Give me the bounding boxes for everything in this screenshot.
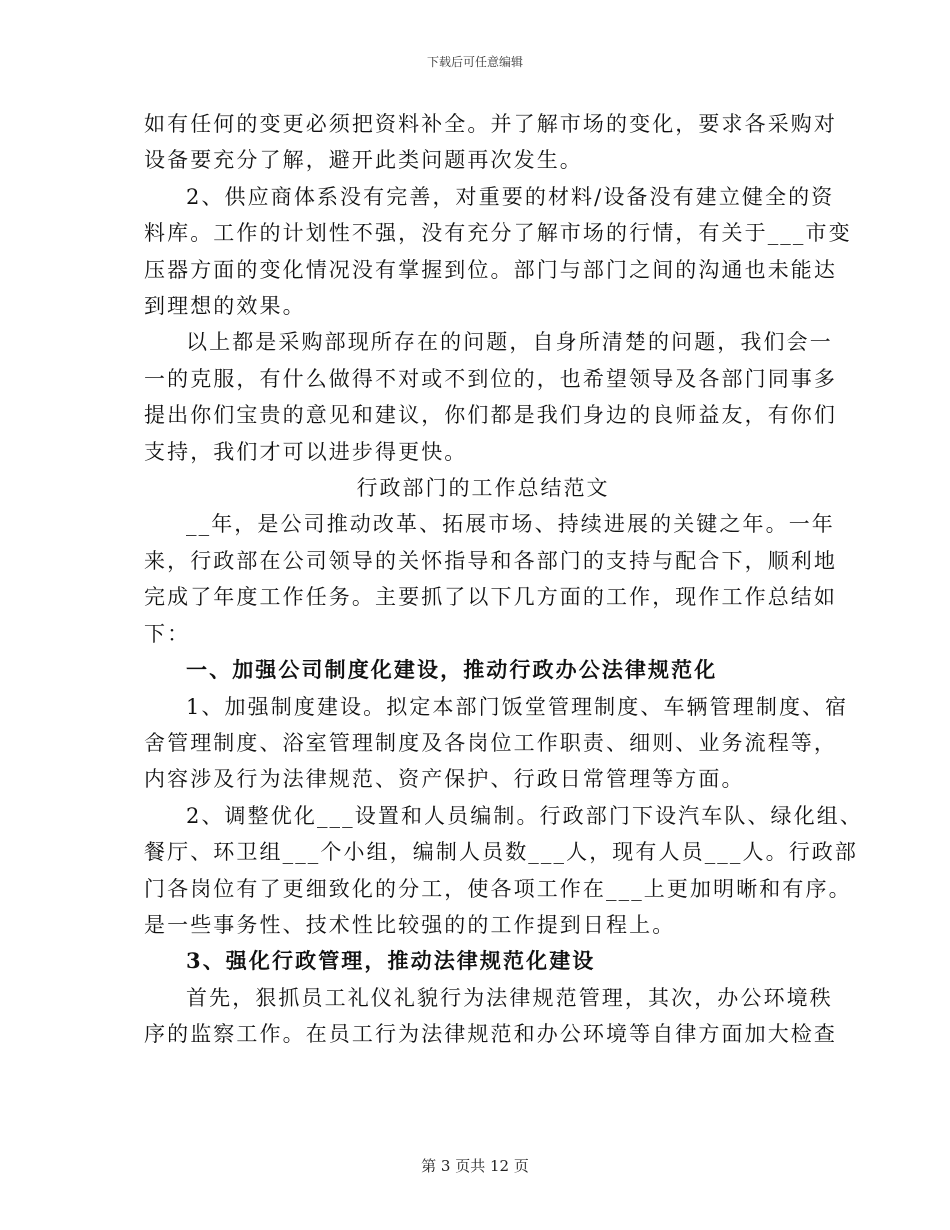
paragraph-line: 舍管理制度、浴室管理制度及各岗位工作职责、细则、业务流程等， xyxy=(144,730,837,755)
section-heading: 一、加强公司制度化建设，推动行政办公法律规范化 xyxy=(186,657,718,683)
document-body xyxy=(144,106,863,1053)
paragraph-line: 下： xyxy=(144,621,191,646)
page-header: 下载后可任意编辑 xyxy=(426,55,523,69)
paragraph-line: 一的克服，有什么做得不对或不到位的，也希望领导及各部门同事多 xyxy=(144,366,837,391)
paragraph-line: 1、加强制度建设。拟定本部门饭堂管理制度、车辆管理制度、宿 xyxy=(186,694,849,719)
paragraph-line: 2、供应商体系没有完善，对重要的材料/设备没有建立健全的资 xyxy=(186,184,835,209)
paragraph-line: 门各岗位有了更细致化的分工，使各项工作在___上更加明晰和有序。 xyxy=(144,876,852,901)
paragraph-line: 完成了年度工作任务。主要抓了以下几方面的工作，现作工作总结如 xyxy=(144,585,837,610)
paragraph-line: 是一些事务性、技术性比较强的的工作提到日程上。 xyxy=(144,912,676,937)
paragraph-line: 餐厅、环卫组___个小组，编制人员数___人，现有人员___人。行政部 xyxy=(144,840,858,865)
paragraph-line: 来，行政部在公司领导的关怀指导和各部门的支持与配合下，顺利地 xyxy=(144,548,837,573)
paragraph-line: 支持，我们才可以进步得更快。 xyxy=(144,439,468,464)
section-title: 行政部门的工作总结范文 xyxy=(356,476,610,501)
paragraph-line: 提出你们宝贵的意见和建议，你们都是我们身边的良师益友，有你们 xyxy=(144,403,837,428)
paragraph-line: 序的监察工作。在员工行为法律规范和办公环境等自律方面加大检查 xyxy=(144,1022,837,1047)
paragraph-line: 2、调整优化___设置和人员编制。行政部门下设汽车队、绿化组、 xyxy=(186,803,863,828)
page-footer: 第 3 页共 12 页 xyxy=(421,1157,529,1175)
paragraph-line: 首先，狠抓员工礼仪礼貌行为法律规范管理，其次，办公环境秩 xyxy=(186,985,833,1010)
paragraph-line: 设备要充分了解，避开此类问题再次发生。 xyxy=(144,148,583,173)
paragraph-line: 如有任何的变更必须把资料补全。并了解市场的变化，要求各采购对 xyxy=(144,112,837,136)
paragraph-line: 到理想的效果。 xyxy=(144,294,306,319)
paragraph-line: __年，是公司推动改革、拓展市场、持续进展的关键之年。一年 xyxy=(186,512,835,537)
section-heading: 3、强化行政管理，推动法律规范化建设 xyxy=(186,948,596,974)
paragraph-line: 内容涉及行为法律规范、资产保护、行政日常管理等方面。 xyxy=(144,767,745,792)
paragraph-line: 料库。工作的计划性不强，没有充分了解市场的行情，有关于___市变 xyxy=(144,221,852,246)
paragraph-line: 以上都是采购部现所存在的问题，自身所清楚的问题，我们会一 xyxy=(186,330,833,355)
paragraph-line: 压器方面的变化情况没有掌握到位。部门与部门之间的沟通也未能达 xyxy=(144,257,837,282)
